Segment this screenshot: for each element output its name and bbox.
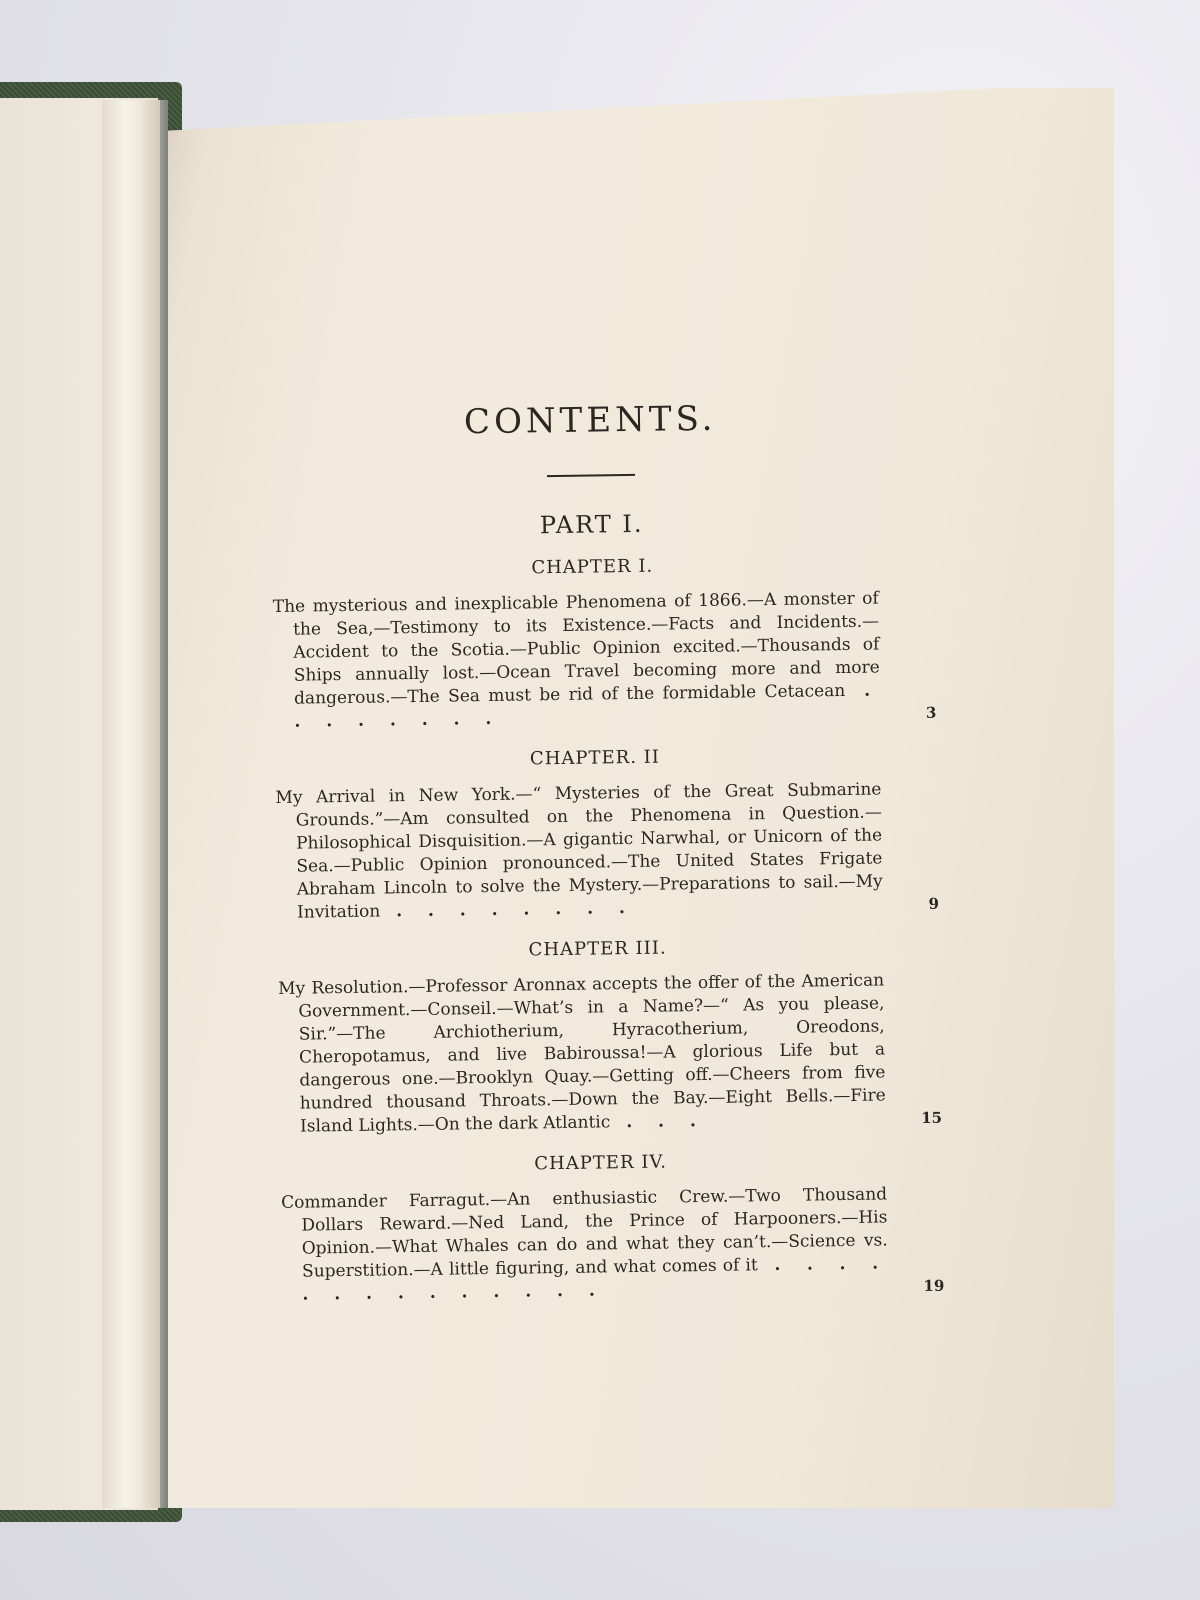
book-gutter [102,100,168,1508]
chapter-entry-1 [272,587,937,734]
title-rule [547,474,635,477]
page-title: CONTENTS. [463,398,717,443]
chapter-summary-1: The mysterious and inexplicable Phenomena of 1866.—A monster of the Sea,—Testimony to its Existence.—Facts and Incidents.—Accident to the Scotia.—Public Opinion excited.—Thousands of Ships annually lost.—Ocean Travel becoming more and more dangerous.—The Sea must be rid of the formidable Cetacean [272,588,880,709]
chapter-page-number-2: 9 [928,894,940,913]
chapter-page-number-1: 3 [925,703,937,722]
dot-leaders-3: . . . [610,1110,706,1133]
chapter-summary-2: My Arrival in New York.—“ Mysteries of the Great Submarine Grounds.”—Am consulted on the Phenomena in Question.—Philosophical Disquisition.—A gigantic Narwhal, or Unicorn of the Sea.—Public Opinion pronounced.—The United States Frigate Abraham Lincoln to solve the Mystery.—Preparations to sail.—My Invitation [275,779,883,923]
chapter-entry-3 [278,969,943,1139]
dot-leaders-4: . . . . . . . . . . . . . . [302,1253,889,1305]
chapter-heading-4: CHAPTER IV. [534,1151,668,1175]
chapter-page-number-4: 19 [923,1276,945,1295]
contents-block [270,396,945,1307]
dot-leaders-2: . . . . . . . . [380,897,636,922]
chapter-summary-3: My Resolution.—Professor Aronnax accepts the offer of the American Government.—Conseil.—What’s in a Name?—“ As you please, Sir.”—The Archiotherium, Hyracotherium, Oreodons, Cheropotamus, and live Babiroussa!—A glorious Life but a dangerous one.—Brooklyn Quay.—Getting off.—Cheers from five hundred thousand Throats.—Down the Bay.—Eight Bells.—Fire Island Lights.—On the dark Atlantic [278,970,886,1137]
chapter-page-number-3: 15 [921,1108,943,1127]
part-heading: PART I. [539,509,644,540]
chapter-heading-2: CHAPTER. II [529,746,661,770]
chapter-heading-3: CHAPTER III. [528,937,667,961]
chapter-entry-2 [275,778,940,925]
dot-leaders-1: . . . . . . . . [294,680,881,732]
chapter-entry-4 [281,1183,945,1307]
chapter-summary-4: Commander Farragut.—An enthusiastic Crew.—Two Thousand Dollars Reward.—Ned Land, the Prince of Harpooners.—His Opinion.—What Whales can do and what they can’t.—Science vs. Superstition.—A little figuring, and what comes of it [281,1184,888,1282]
chapter-heading-1: CHAPTER I. [531,555,654,579]
